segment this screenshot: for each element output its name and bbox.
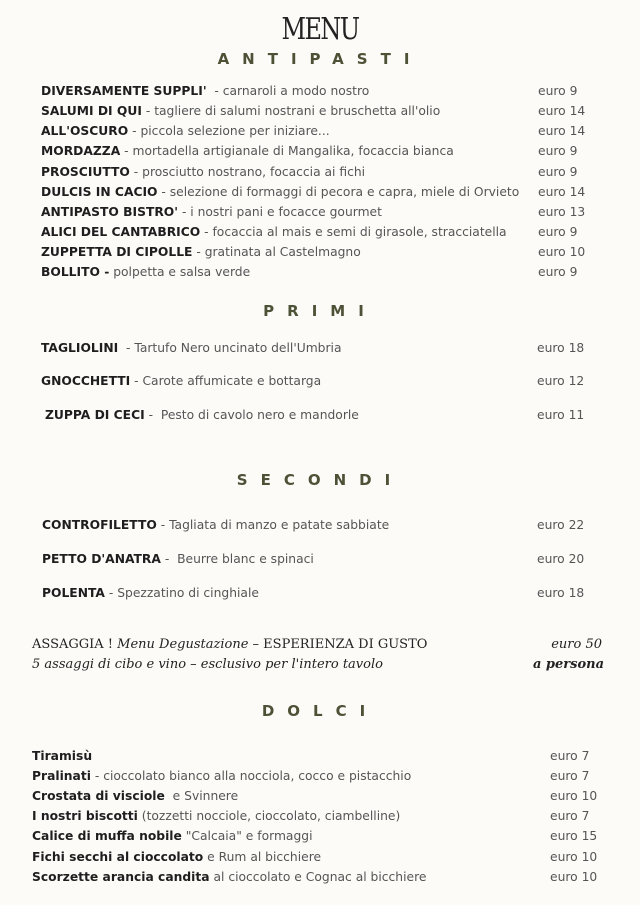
item-name: ALICI DEL CANTABRICO: [41, 225, 201, 239]
item-name: I nostri biscotti: [32, 809, 138, 823]
item-name: CONTROFILETTO: [42, 518, 157, 532]
item-description: - i nostri pani e focacce gourmet: [178, 205, 382, 219]
item-description: "Calcaia" e formaggi: [181, 829, 313, 843]
degustazione-desc-text: 5 assaggi di cibo e vino – esclusivo per l'intero tavolo: [32, 657, 383, 672]
item-price: euro 9: [538, 225, 578, 239]
item-name: ANTIPASTO BISTRO': [41, 205, 179, 219]
item-description: - piccola selezione per iniziare...: [128, 124, 330, 138]
degustazione-tagline: – ESPERIENZA DI GUSTO: [248, 637, 428, 652]
item-price: euro 9: [538, 265, 578, 279]
item-price: euro 10: [550, 850, 598, 864]
item-price: euro 18: [537, 341, 585, 355]
item-name: PROSCIUTTO: [41, 165, 130, 179]
menu-item: [41, 372, 321, 390]
item-price: euro 12: [537, 374, 585, 388]
menu-item: [41, 223, 507, 241]
menu-item: [41, 102, 440, 120]
item-description: - mortadella artigianale di Mangalika, focaccia bianca: [120, 144, 454, 158]
menu-item: [45, 406, 359, 424]
item-price: euro 22: [537, 518, 585, 532]
menu-item: [41, 82, 369, 100]
item-description: - Spezzatino di cinghiale: [104, 586, 259, 600]
heading-dolci: DOLCI: [261, 702, 379, 720]
degustazione-title: [32, 636, 427, 654]
item-price: euro 7: [550, 809, 590, 823]
item-description: - gratinata al Castelmagno: [192, 245, 361, 259]
item-description: al cioccolato e Cognac al bicchiere: [209, 870, 427, 884]
item-description: - selezione di formaggi di pecora e capra, miele di Orvieto: [157, 185, 520, 199]
item-price: euro 9: [538, 165, 578, 179]
menu-item: [42, 584, 259, 602]
menu-item: [41, 243, 361, 261]
item-name: MORDAZZA: [41, 144, 121, 158]
item-description: e Rum al bicchiere: [203, 850, 322, 864]
item-name: BOLLITO -: [41, 265, 110, 279]
item-price: euro 10: [538, 245, 586, 259]
degustazione-name: ASSAGGIA !: [32, 637, 118, 652]
item-name: ALL'OSCURO: [41, 124, 129, 138]
item-description: - prosciutto nostrano, focaccia ai fichi: [129, 165, 366, 179]
item-description: - Tartufo Nero uncinato dell'Umbria: [118, 341, 342, 355]
menu-item: [41, 183, 519, 201]
item-description: (tozzetti nocciole, cioccolato, ciambelline): [137, 809, 401, 823]
item-name: Calice di muffa nobile: [32, 829, 182, 843]
item-price: euro 10: [550, 789, 598, 803]
menu-item: [41, 203, 382, 221]
item-name: GNOCCHETTI: [41, 374, 131, 388]
item-name: DULCIS IN CACIO: [41, 185, 158, 199]
degustazione-desc: [32, 656, 383, 674]
item-description: - focaccia al mais e semi di girasole, stracciatella: [200, 225, 507, 239]
item-description: - tagliere di salumi nostrani e bruschetta all'olio: [141, 104, 441, 118]
item-description: - Pesto di cavolo nero e mandorle: [144, 408, 359, 422]
item-price: euro 18: [537, 586, 585, 600]
item-description: - Tagliata di manzo e patate sabbiate: [156, 518, 390, 532]
item-name: Pralinati: [32, 769, 91, 783]
item-name: ZUPPETTA DI CIPOLLE: [41, 245, 193, 259]
menu-item: [32, 787, 238, 805]
item-name: SALUMI DI QUI: [41, 104, 142, 118]
menu-item: [41, 142, 454, 160]
degustazione-price: euro 50: [551, 637, 602, 652]
heading-antipasti: ANTIPASTI: [217, 50, 423, 68]
item-price: euro 11: [537, 408, 585, 422]
item-name: Crostata di visciole: [32, 789, 165, 803]
item-price: euro 13: [538, 205, 586, 219]
item-price: euro 9: [538, 84, 578, 98]
menu-item: [41, 163, 365, 181]
menu-item: [32, 807, 400, 825]
menu-item: [42, 550, 314, 568]
item-price: euro 10: [550, 870, 598, 884]
item-name: DIVERSAMENTE SUPPLI': [41, 84, 207, 98]
item-price: euro 7: [550, 749, 590, 763]
heading-secondi: SECONDI: [236, 471, 404, 489]
degustazione-subtitle: Menu Degustazione: [117, 637, 249, 652]
item-description: e Svinnere: [164, 789, 239, 803]
menu-title: MENU: [281, 12, 359, 47]
item-description: polpetta e salsa verde: [109, 265, 251, 279]
item-price: euro 9: [538, 144, 578, 158]
degustazione-price-note: a persona: [532, 657, 604, 672]
item-name: Fichi secchi al cioccolato: [32, 850, 204, 864]
menu-item: [32, 868, 426, 886]
item-name: POLENTA: [42, 586, 105, 600]
menu-item: [41, 122, 330, 140]
heading-primi: PRIMI: [263, 302, 377, 320]
item-name: Tiramisù: [32, 749, 93, 763]
item-price: euro 15: [550, 829, 598, 843]
menu-item: [32, 767, 411, 785]
menu-item: [32, 848, 321, 866]
item-description: - Carote affumicate e bottarga: [130, 374, 322, 388]
menu-item: [32, 827, 312, 845]
menu-item: [32, 747, 92, 765]
item-price: euro 14: [538, 185, 586, 199]
item-name: PETTO D'ANATRA: [42, 552, 161, 566]
item-name: TAGLIOLINI: [41, 341, 119, 355]
menu-item: [41, 263, 250, 281]
item-price: euro 14: [538, 124, 586, 138]
item-price: euro 7: [550, 769, 590, 783]
item-description: - Beurre blanc e spinaci: [160, 552, 314, 566]
item-description: - carnaroli a modo nostro: [206, 84, 370, 98]
menu-item: [42, 516, 389, 534]
item-name: Scorzette arancia candita: [32, 870, 210, 884]
item-name: ZUPPA DI CECI: [45, 408, 145, 422]
item-description: - cioccolato bianco alla nocciola, cocco e pistacchio: [90, 769, 412, 783]
item-price: euro 20: [537, 552, 585, 566]
menu-item: [41, 339, 342, 357]
item-price: euro 14: [538, 104, 586, 118]
